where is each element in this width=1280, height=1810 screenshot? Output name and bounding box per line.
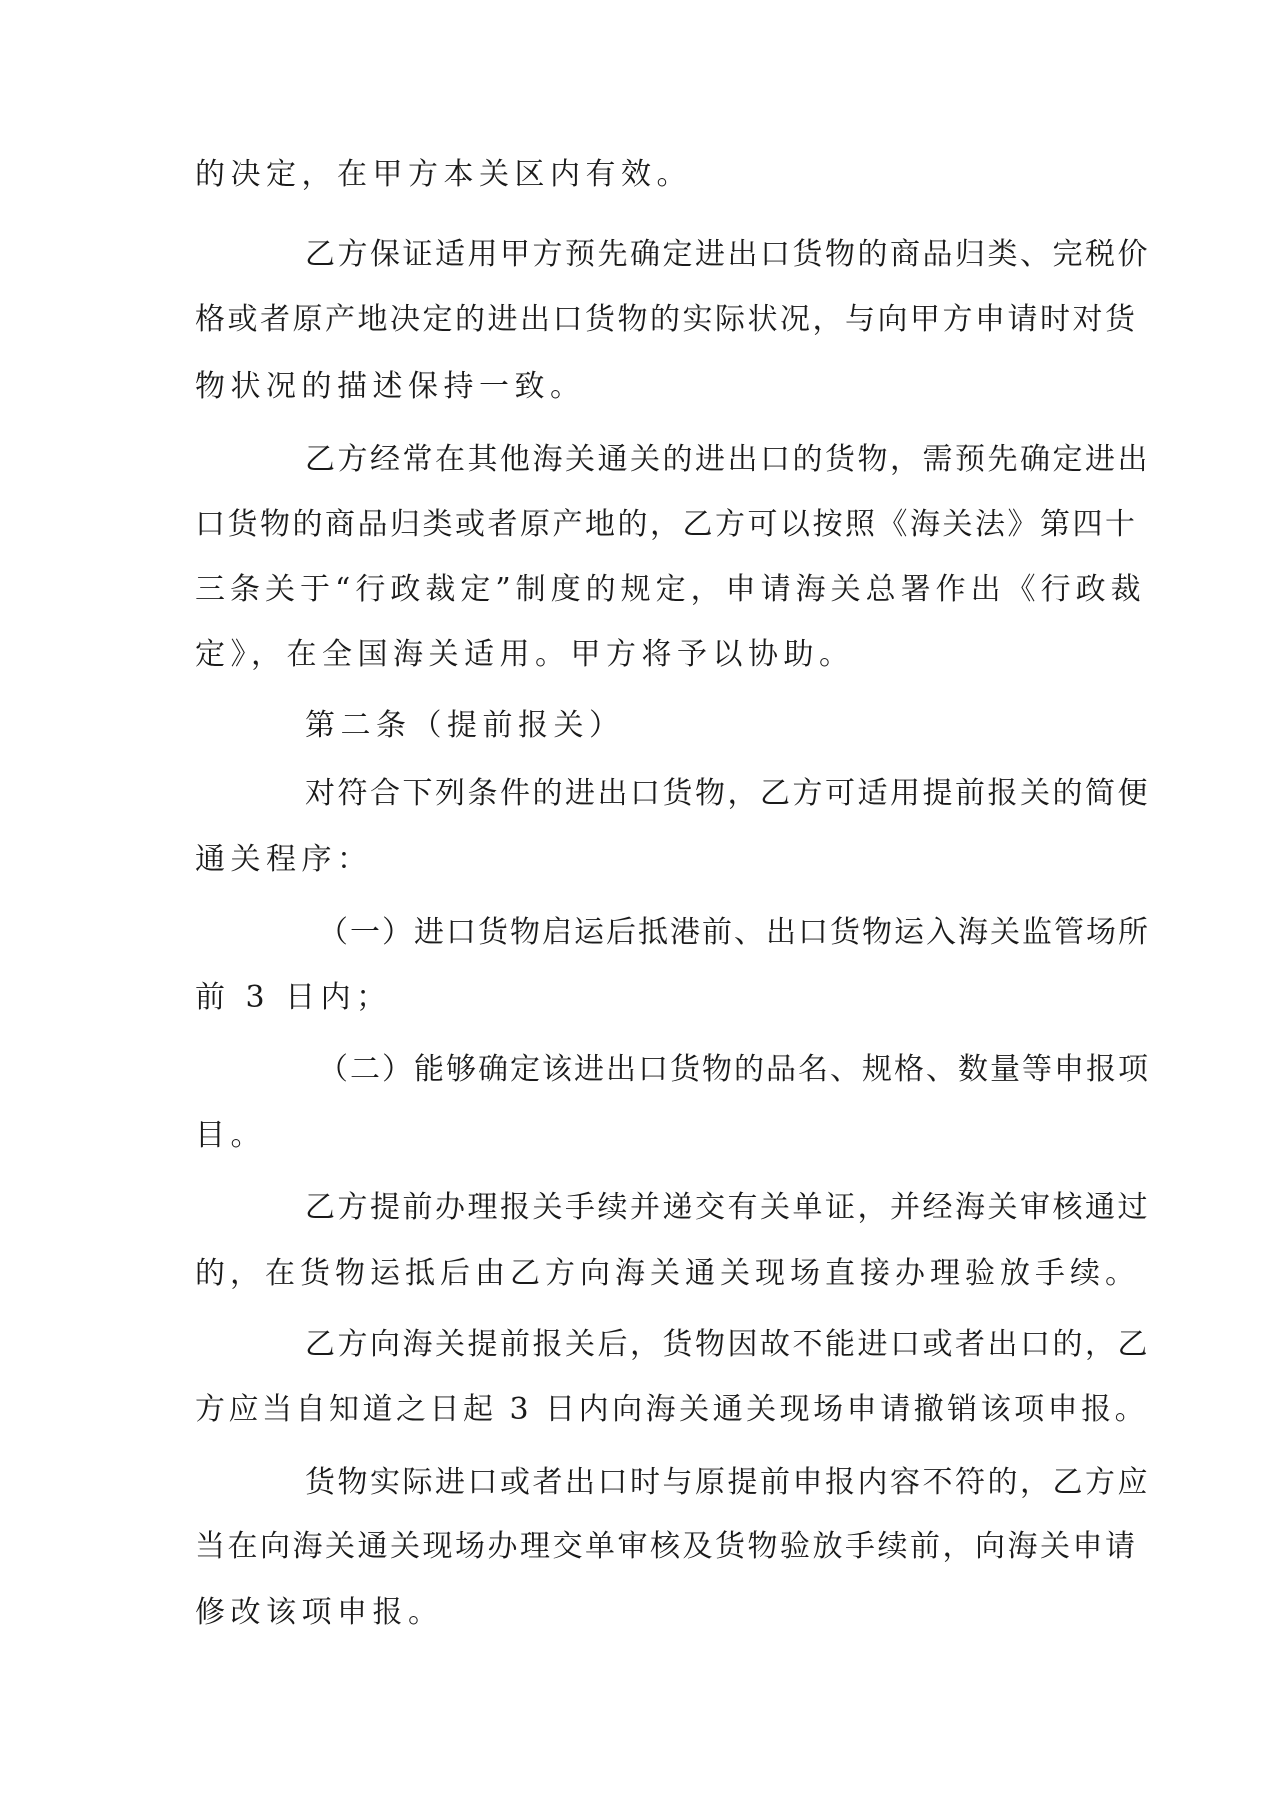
paragraph-first-line: 乙方保证适用甲方预先确定进出口货物的商品归类、完税价 <box>305 237 1150 272</box>
text-line: 物状况的描述保持一致。 <box>195 369 586 404</box>
text-line: 修改该项申报。 <box>195 1595 444 1630</box>
text-line: 通关程序： <box>195 842 373 877</box>
paragraph-first-line: 对符合下列条件的进出口货物，乙方可适用提前报关的简便 <box>305 776 1150 811</box>
text-line: 三条关于“行政裁定”制度的规定，申请海关总署作出《行政裁 <box>195 572 1146 607</box>
text-line: 方应当自知道之日起 3 日内向海关通关现场申请撤销该项申报。 <box>195 1392 1149 1427</box>
paragraph-first-line: 乙方经常在其他海关通关的进出口的货物，需预先确定进出 <box>305 442 1150 477</box>
list-item-first-line: （二）能够确定该进出口货物的品名、规格、数量等申报项 <box>318 1052 1150 1087</box>
text-line: 的，在货物运抵后由乙方向海关通关现场直接办理验放手续。 <box>195 1256 1140 1291</box>
text-line: 前 3 日内； <box>195 980 392 1015</box>
paragraph-first-line: 乙方提前办理报关手续并递交有关单证，并经海关审核通过 <box>305 1190 1150 1225</box>
text-line: 格或者原产地决定的进出口货物的实际状况，与向甲方申请时对货 <box>195 302 1138 337</box>
paragraph-first-line: 货物实际进口或者出口时与原提前申报内容不符的，乙方应 <box>305 1465 1150 1500</box>
text-line: 目。 <box>195 1118 266 1153</box>
article-heading: 第二条（提前报关） <box>305 708 625 743</box>
list-item-first-line: （一）进口货物启运后抵港前、出口货物运入海关监管场所 <box>318 915 1150 950</box>
text-line: 的决定，在甲方本关区内有效。 <box>195 157 692 192</box>
text-line: 定》，在全国海关适用。甲方将予以协助。 <box>195 637 855 672</box>
paragraph-first-line: 乙方向海关提前报关后，货物因故不能进口或者出口的，乙 <box>305 1327 1150 1362</box>
text-line: 口货物的商品归类或者原产地的，乙方可以按照《海关法》第四十 <box>195 507 1138 542</box>
text-line: 当在向海关通关现场办理交单审核及货物验放手续前，向海关申请 <box>195 1529 1138 1564</box>
